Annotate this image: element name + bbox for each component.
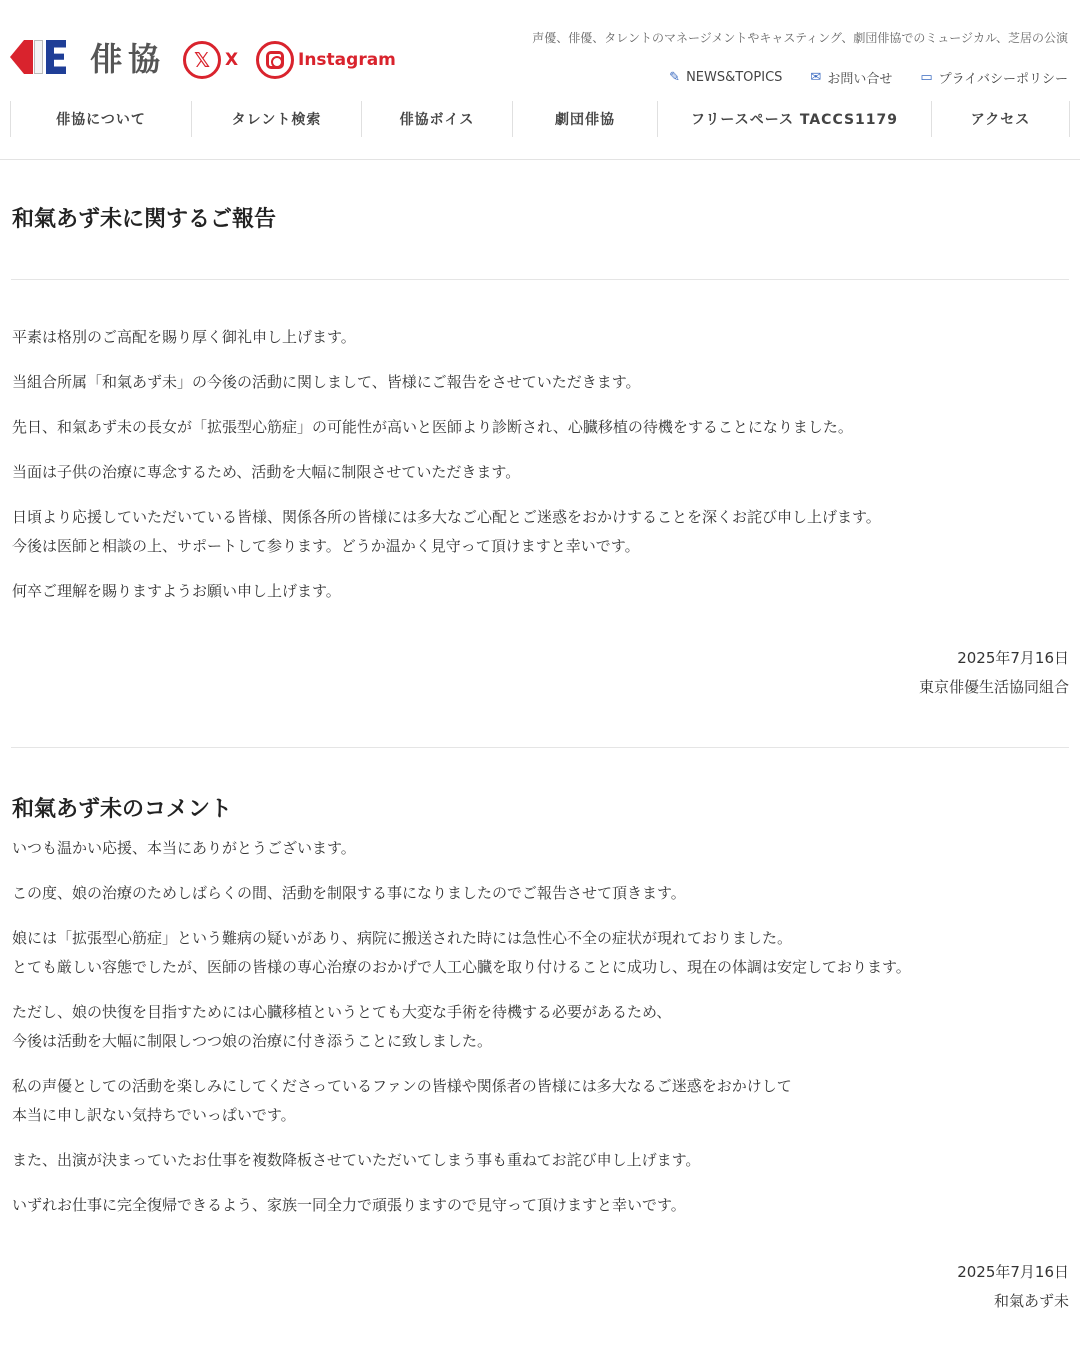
comment-paragraph: いつも温かい応援、本当にありがとうございます。 <box>12 839 356 857</box>
site-tagline: 声優、俳優、タレントのマネージメントやキャスティング、劇団俳協でのミュージカル、芝居の公演 <box>532 31 1068 45</box>
comment-paragraph: また、出演が決まっていたお仕事を複数降板させていただいてしまう事も重ねてお詫び申し上げます。 <box>12 1151 701 1169</box>
nav-theater[interactable]: 劇団俳協 <box>512 101 657 137</box>
report-paragraph: 平素は格別のご高配を賜り厚く御礼申し上げます。 <box>12 328 356 346</box>
report-title: 和氣あず未に関するご報告 <box>12 207 277 232</box>
instagram-logo-icon <box>256 41 294 79</box>
comment-signature: 和氣あず未 <box>993 1292 1069 1310</box>
comment-date: 2025年7月16日 <box>957 1263 1069 1281</box>
privacy-policy-label: プライバシーポリシー <box>938 72 1068 87</box>
pencil-icon: ✎ <box>669 70 681 85</box>
report-date: 2025年7月16日 <box>957 649 1069 667</box>
report-paragraph: 今後は医師と相談の上、サポートして参ります。どうか温かく見守って頂けますと幸いです。 <box>12 537 640 555</box>
privacy-policy-link[interactable] <box>920 68 1068 87</box>
comment-paragraph: 今後は活動を大幅に制限しつつ娘の治療に付き添うことに致しました。 <box>12 1032 493 1050</box>
logo-mark-icon <box>10 36 66 78</box>
contact-link[interactable] <box>810 68 892 87</box>
comment-paragraph: いずれお仕事に完全復帰できるよう、家族一同全力で頑張りますので見守って頂けますと幸いです。 <box>12 1196 686 1214</box>
global-nav <box>10 101 1070 137</box>
nav-talent-search[interactable]: タレント検索 <box>191 101 361 137</box>
nav-about[interactable]: 俳協について <box>10 101 191 137</box>
news-topics-label: NEWS&TOPICS <box>686 70 783 85</box>
site-logo[interactable] <box>10 34 166 80</box>
divider <box>11 279 1069 280</box>
mail-icon: ✉ <box>810 70 822 85</box>
contact-label: お問い合せ <box>827 72 893 87</box>
utility-links <box>669 68 1068 87</box>
report-paragraph: 先日、和氣あず未の長女が「拡張型心筋症」の可能性が高いと医師より診断され、心臓移植の待機をすることになりました。 <box>12 418 853 436</box>
comment-paragraph: 本当に申し訳ない気持ちでいっぱいです。 <box>12 1106 296 1124</box>
x-label: X <box>225 50 239 70</box>
comment-paragraph: ただし、娘の快復を目指すためには心臓移植というとても大変な手術を待機する必要があるため、 <box>12 1003 672 1021</box>
instagram-label: Instagram <box>298 50 396 70</box>
x-logo-icon: 𝕏 <box>183 41 221 79</box>
logo-text: 俳協 <box>90 40 167 78</box>
report-paragraph: 日頃より応援していただいている皆様、関係各所の皆様には多大なご心配とご迷惑をおかけすることを深くお詫び申し上げます。 <box>12 508 881 526</box>
x-social-link[interactable] <box>183 41 238 79</box>
monitor-icon: ▭ <box>920 70 933 85</box>
comment-title: 和氣あず未のコメント <box>12 797 233 822</box>
site-header <box>0 0 1080 160</box>
report-paragraph: 何卒ご理解を賜りますようお願い申し上げます。 <box>12 582 341 600</box>
main-content <box>12 160 1069 1316</box>
report-signature: 東京俳優生活協同組合 <box>918 678 1069 696</box>
comment-paragraph: 私の声優としての活動を楽しみにしてくださっているファンの皆様や関係者の皆様には多大なるご迷惑をおかけして <box>12 1077 792 1095</box>
comment-paragraph: この度、娘の治療のためしばらくの間、活動を制限する事になりましたのでご報告させて頂きます。 <box>12 884 686 902</box>
comment-paragraph: 娘には「拡張型心筋症」という難病の疑いがあり、病院に搬送された時には急性心不全の症状が現れておりました。 <box>12 929 793 947</box>
report-paragraph: 当組合所属「和氣あず未」の今後の活動に関しまして、皆様にご報告をさせていただきます。 <box>12 373 641 391</box>
divider <box>11 747 1069 748</box>
comment-paragraph: とても厳しい容態でしたが、医師の皆様の専心治療のおかげで人工心臓を取り付けることに成功し、現在の体調は安定しております。 <box>12 958 911 976</box>
instagram-social-link[interactable] <box>256 41 396 79</box>
report-paragraph: 当面は子供の治療に専念するため、活動を大幅に制限させていただきます。 <box>12 463 521 481</box>
nav-haikyo-voice[interactable]: 俳協ボイス <box>361 101 512 137</box>
nav-access[interactable]: アクセス <box>931 101 1070 137</box>
news-topics-link[interactable] <box>669 68 782 87</box>
nav-free-space[interactable]: フリースペース TACCS1179 <box>657 101 931 137</box>
